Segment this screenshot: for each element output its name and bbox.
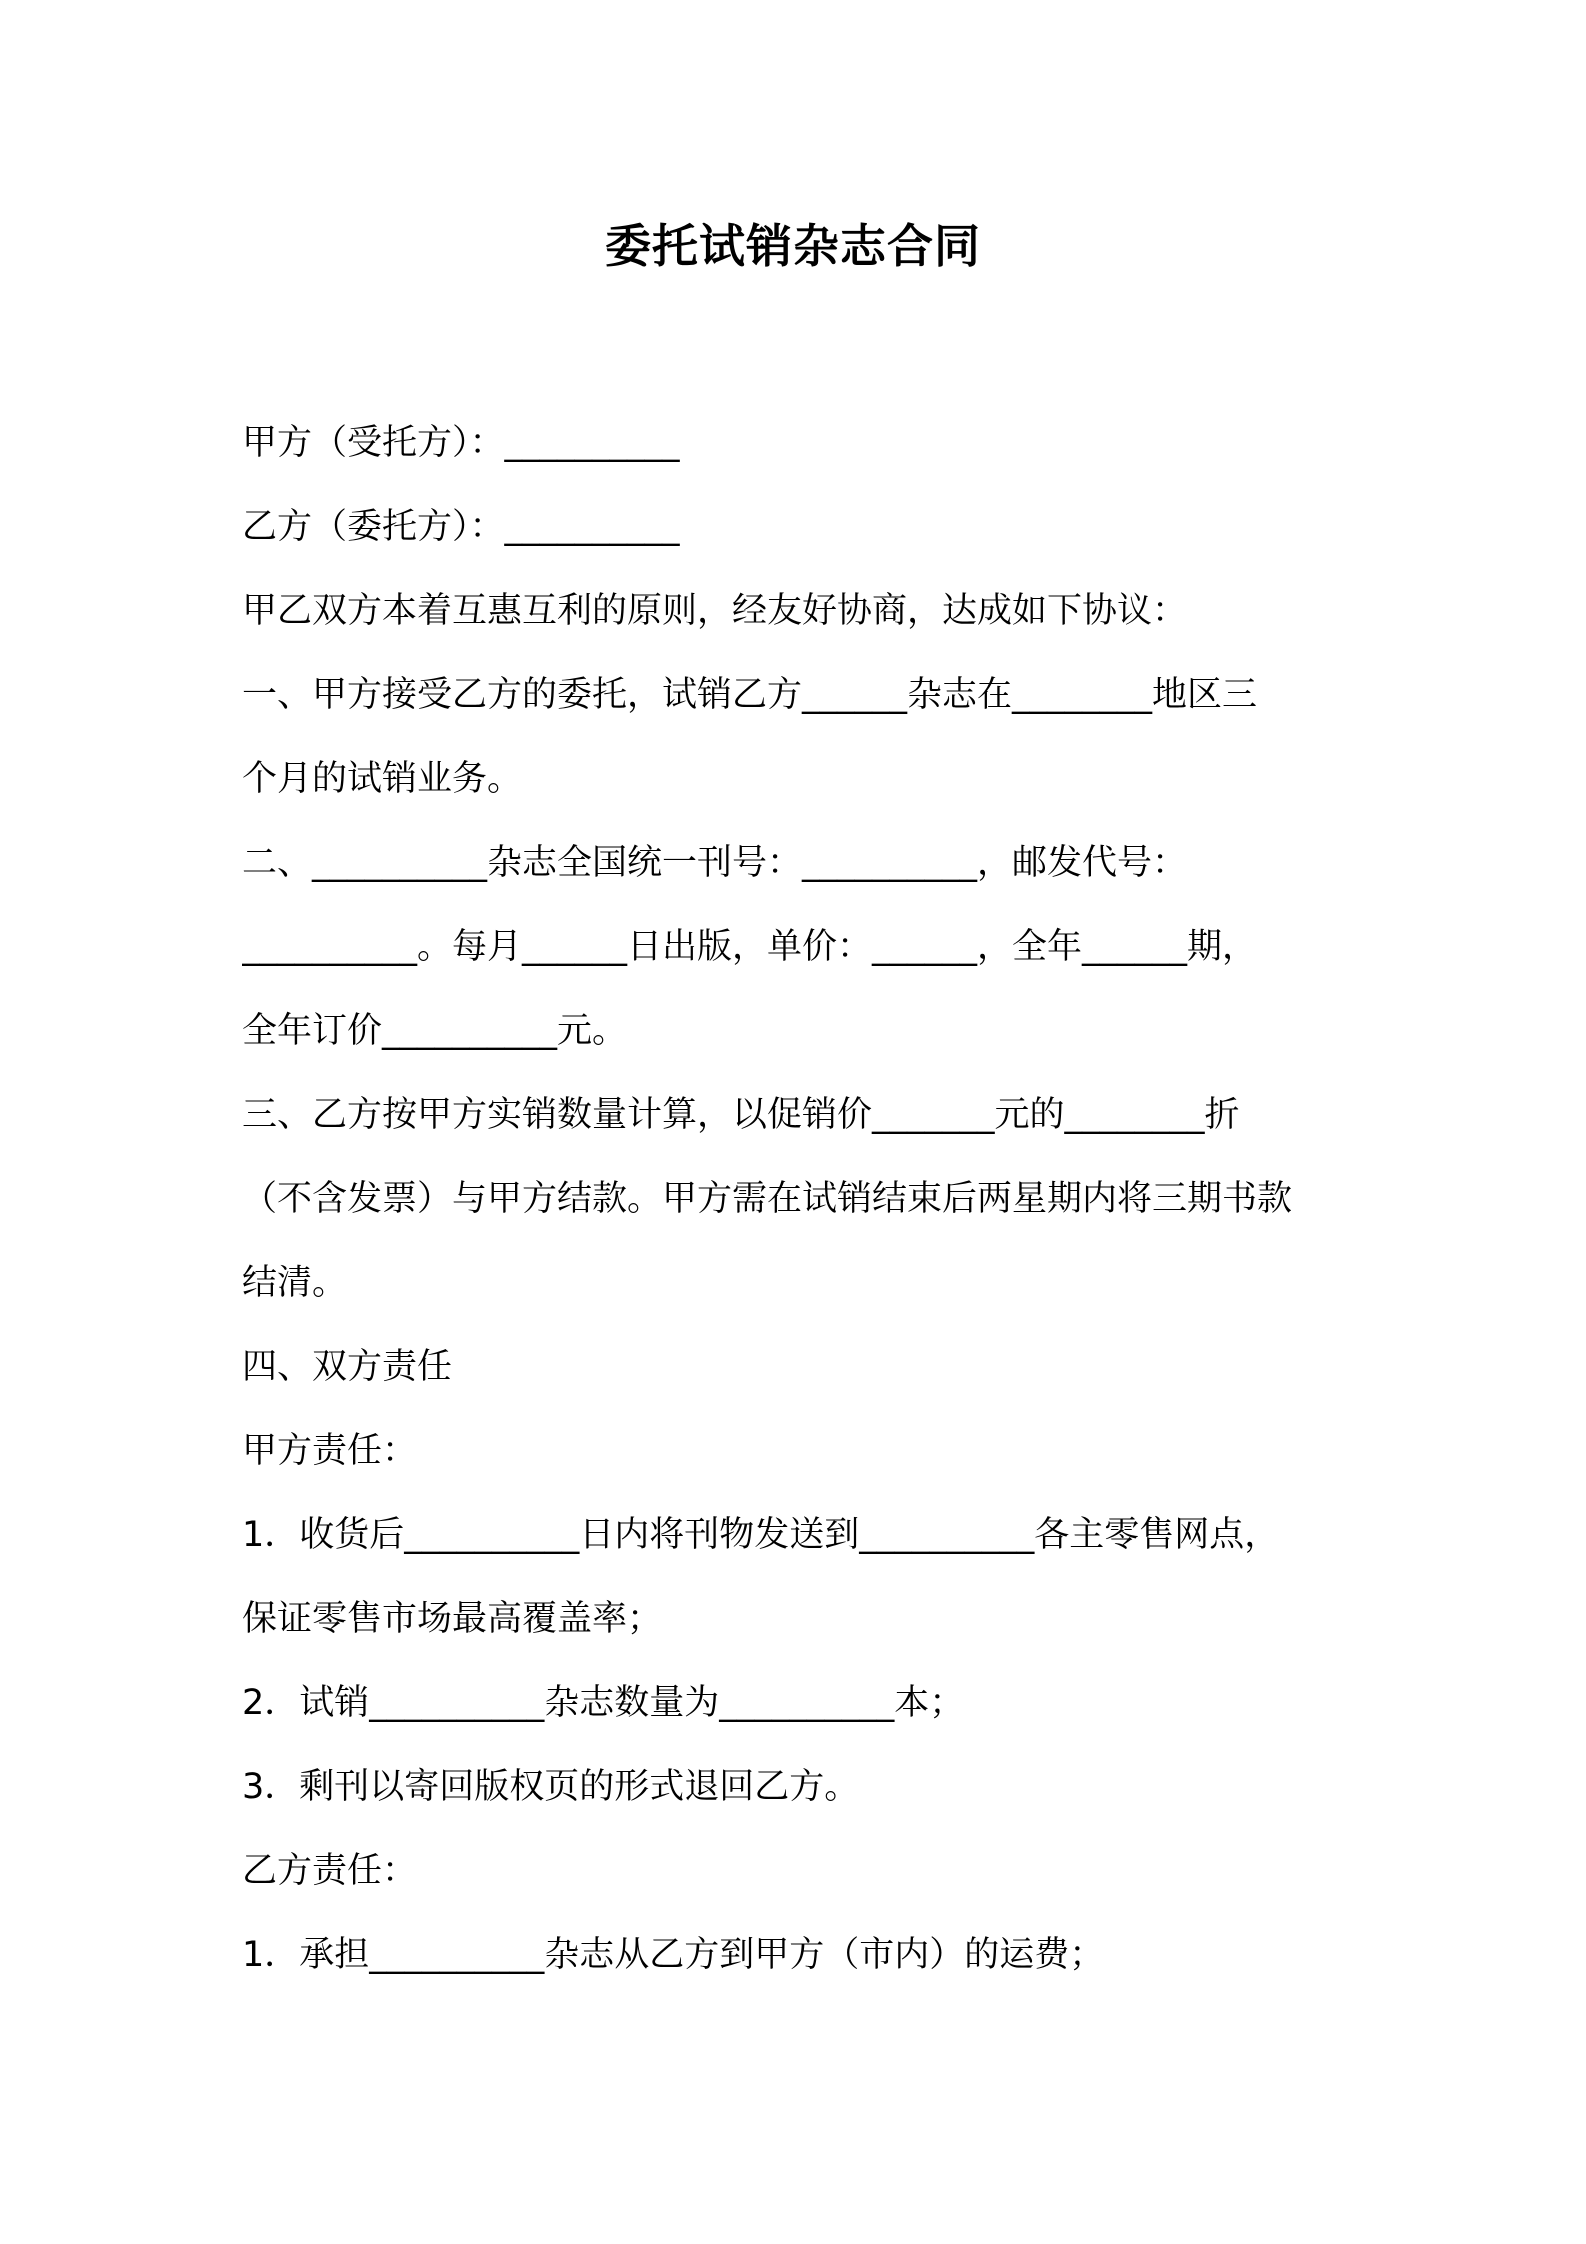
document-title: 委托试销杂志合同: [605, 219, 981, 273]
clause-2-line-3: 全年订价__________元。: [242, 1011, 628, 1051]
party-b-duties-heading: 乙方责任：: [242, 1851, 418, 1891]
clause-3-line-2: （不含发票）与甲方结款。甲方需在试销结束后两星期内将三期书款: [242, 1179, 1293, 1219]
party-a-duty-1-line-2: 保证零售市场最高覆盖率；: [242, 1599, 663, 1639]
clause-2-line-1: 二、__________杂志全国统一刊号：__________，邮发代号：: [242, 843, 1188, 883]
clause-3-line-1: 三、乙方按甲方实销数量计算，以促销价_______元的________折: [242, 1095, 1240, 1135]
document-body: [242, 401, 1358, 1997]
party-a-duty-1-line-1: 1．收货后__________日内将刊物发送到__________各主零售网点，: [242, 1515, 1280, 1555]
party-b-line: 乙方（委托方）：__________: [242, 507, 680, 547]
clause-2-line-2: __________。每月______日出版，单价：______，全年______期，: [242, 927, 1258, 967]
clause-1-line-1: 一、甲方接受乙方的委托，试销乙方______杂志在________地区三: [242, 675, 1258, 715]
party-a-duty-2: 2．试销__________杂志数量为__________本；: [242, 1683, 965, 1723]
party-a-line: 甲方（受托方）：__________: [242, 423, 680, 463]
clause-3-line-3: 结清。: [242, 1263, 348, 1303]
party-a-duties-heading: 甲方责任：: [242, 1431, 418, 1471]
party-a-duty-3: 3．剩刊以寄回版权页的形式退回乙方。: [242, 1767, 860, 1807]
party-b-duty-1: 1．承担__________杂志从乙方到甲方（市内）的运费；: [242, 1935, 1105, 1975]
clause-1-line-2: 个月的试销业务。: [242, 759, 523, 799]
clause-4-heading: 四、双方责任: [242, 1347, 453, 1387]
preamble-line: 甲乙双方本着互惠互利的原则，经友好协商，达成如下协议：: [242, 591, 1188, 631]
